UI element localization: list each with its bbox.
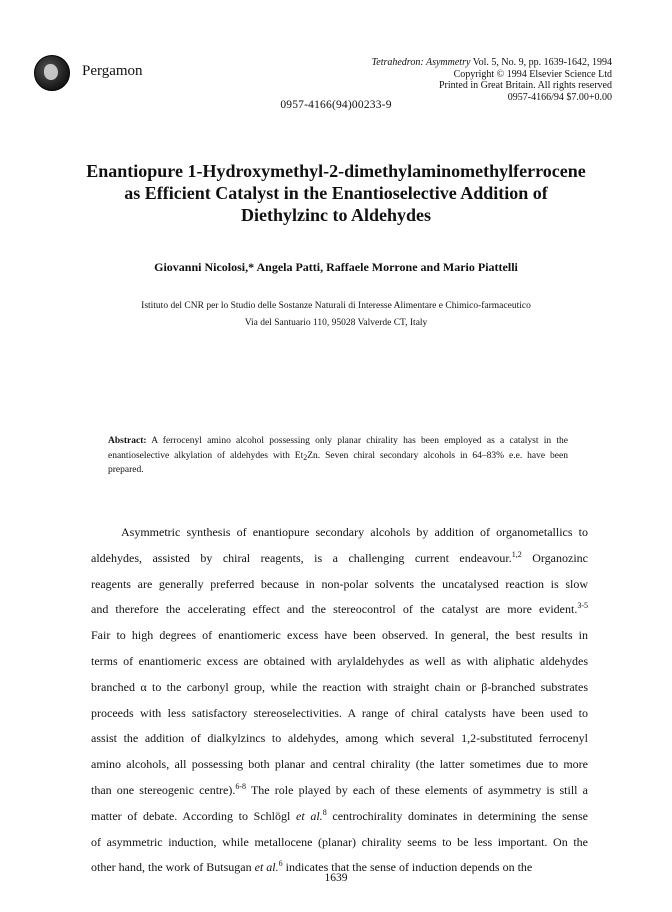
citation: 3-5 <box>577 601 588 611</box>
text: than one stereogenic centre). <box>91 782 236 797</box>
body-line <box>91 804 588 830</box>
title-line: as Efficient Catalyst in the Enantioselective Addition of <box>124 183 548 203</box>
citation: 1,2 <box>511 549 522 559</box>
page-number: 1639 <box>324 872 348 884</box>
copyright-line: Copyright © 1994 Elsevier Science Ltd <box>453 68 612 80</box>
citation: 6 <box>278 859 283 869</box>
affiliation-line: Istituto del CNR per lo Studio delle Sostanze Naturali di Interesse Alimentare e Chimico-farmaceutico <box>141 301 531 311</box>
body-line: assist the addition of dialkylzincs to aldehydes, among which several 1,2-substituted ferrocenyl <box>91 731 588 746</box>
text: et al. <box>254 860 279 875</box>
body-line: branched α to the carbonyl group, while the reaction with straight chain or β-branched substrates <box>91 679 588 694</box>
paper-title <box>80 160 592 226</box>
journal-info <box>272 57 612 103</box>
text: et al. <box>296 808 323 823</box>
doi-code: 0957-4166(94)00233-9 <box>280 99 392 111</box>
citation: 8 <box>322 807 327 817</box>
text: The role played by each of these elements of asymmetry is still a <box>246 782 588 797</box>
affiliation <box>0 298 672 332</box>
body-line <box>91 778 588 804</box>
text: Organozinc <box>521 550 588 565</box>
journal-volume: Vol. 5, No. 9, pp. 1639-1642, 1994 <box>470 57 612 68</box>
text: centrochirality dominates in determining the sense <box>326 808 589 823</box>
body-line: terms of enantiomeric excess are obtained with arylaldehydes as well as with aliphatic aldehydes <box>91 653 588 668</box>
subscript: 2 <box>303 452 308 462</box>
abstract-text: Zn. Seven chiral secondary alcohols in 64–83% e.e. have been prepared. <box>108 450 568 475</box>
abstract-label: Abstract: <box>108 436 147 446</box>
body-line: of asymmetric induction, while metallocene (planar) chirality seems to be less important. On the <box>91 834 588 849</box>
text: aldehydes, assisted by chiral reagents, is a challenging current endeavour. <box>91 550 512 565</box>
body-line: Fair to high degrees of enantiomeric excess have been observed. In general, the best results in <box>91 628 588 643</box>
text: matter of debate. According to Schlögl <box>91 808 297 823</box>
title-line: Diethylzinc to Aldehydes <box>240 205 431 225</box>
citation: 6-8 <box>235 781 247 791</box>
author-list: Giovanni Nicolosi,* Angela Patti, Raffaele Morrone and Mario Piattelli <box>154 260 518 274</box>
printed-line: Printed in Great Britain. All rights reserved <box>438 80 612 91</box>
publisher-logo <box>34 55 70 91</box>
abstract <box>108 434 568 478</box>
body-line: Asymmetric synthesis of enantiopure secondary alcohols by addition of organometallics to <box>121 525 588 539</box>
text: indicates that the sense of induction depends on the <box>282 860 533 875</box>
text: and therefore the accelerating effect and the stereocontrol of the catalyst are more evident. <box>91 602 578 617</box>
body-line: proceeds with less satisfactory stereoselectivities. A range of chiral catalysts have been used to <box>91 705 588 720</box>
title-line: Enantiopure 1-Hydroxymethyl-2-dimethylaminomethylferrocene <box>86 161 586 181</box>
body-line: reagents are generally preferred because in non-polar solvents the uncatalysed reaction is slow <box>91 576 588 591</box>
body-line: amino alcohols, all possessing both planar and central chirality (the latter sometimes due to more <box>91 757 588 772</box>
publisher-name: Pergamon <box>82 63 143 79</box>
body-line <box>91 546 588 572</box>
body-text <box>91 520 588 881</box>
journal-name: Tetrahedron: Asymmetry <box>371 57 471 68</box>
affiliation-line: Via del Santuario 110, 95028 Valverde CT, Italy <box>244 318 428 328</box>
body-line <box>91 597 588 623</box>
text: other hand, the work of Butsugan <box>91 860 255 875</box>
price-code: 0957-4166/94 $7.00+0.00 <box>507 91 612 103</box>
abstract-text: A ferrocenyl amino alcohol possessing only planar chirality has been employed as a catalyst in the enantioselective alkylation of aldehydes with Et <box>108 436 568 461</box>
